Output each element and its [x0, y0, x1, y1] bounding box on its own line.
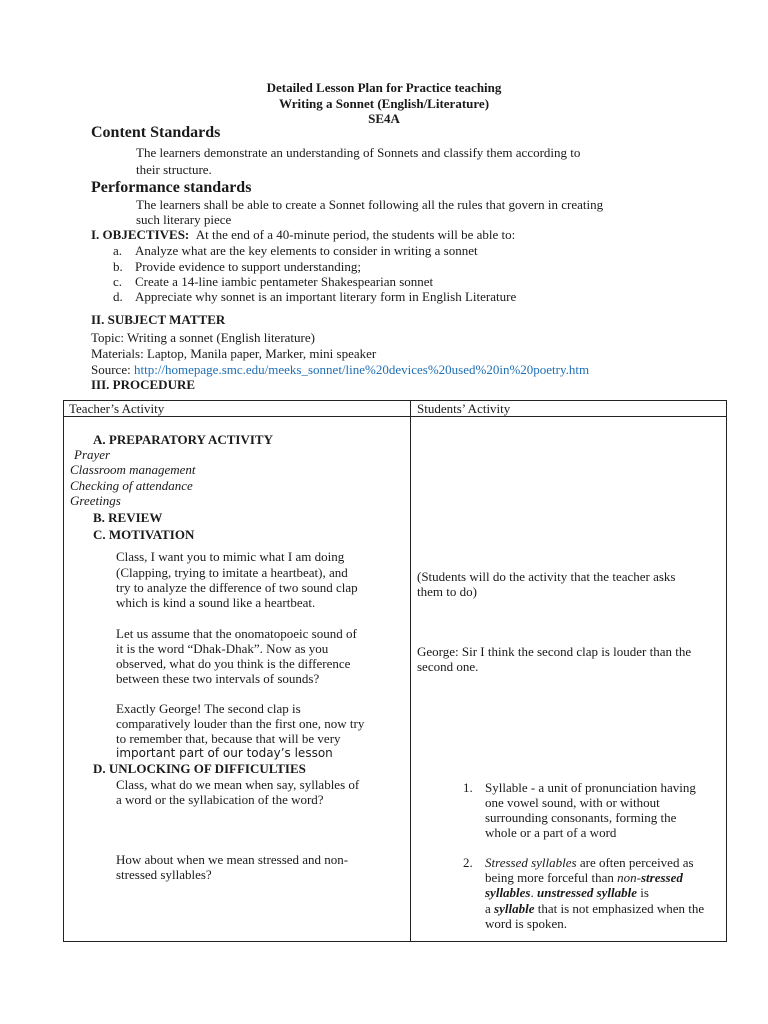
motivation-p3-line: important part of our today’s lesson	[116, 746, 333, 760]
column-divider	[410, 401, 411, 941]
subject-matter-heading: II. SUBJECT MATTER	[91, 312, 226, 327]
definition-1-line: whole or a part of a word	[485, 825, 617, 840]
subject-source	[91, 362, 589, 377]
objective-item: c. Create a 14-line iambic pentameter Shakespearian sonnet	[113, 274, 434, 289]
prep-item: Checking of attendance	[70, 478, 193, 493]
motivation-p1-line: Class, I want you to mimic what I am doing	[116, 549, 345, 564]
definition-2-line: a syllable that is not emphasized when the	[485, 901, 705, 916]
student-response-1: them to do)	[417, 584, 477, 599]
prep-item: Greetings	[70, 493, 121, 508]
unlock-q2-line: How about when we mean stressed and non-	[116, 852, 349, 867]
performance-standards-heading: Performance standards	[91, 179, 252, 196]
objectives-label: I. OBJECTIVES:	[91, 227, 190, 242]
objective-item: b. Provide evidence to support understanding;	[113, 259, 362, 274]
procedure-heading: III. PROCEDURE	[91, 377, 196, 392]
motivation-p2-line: Let us assume that the onomatopoeic sound of	[116, 626, 357, 641]
content-standards-text-1: The learners demonstrate an understanding of Sonnets and classify them according to	[136, 145, 581, 160]
col-header-students: Students’ Activity	[417, 401, 511, 416]
source-link[interactable]: http://homepage.smc.edu/meeks_sonnet/line%20devices%20used%20in%20poetry.htm	[133, 362, 590, 377]
section-d-heading: D. UNLOCKING OF DIFFICULTIES	[93, 761, 306, 776]
motivation-p3-line: to remember that, because that will be very	[116, 731, 341, 746]
unlock-q2-line: stressed syllables?	[116, 867, 212, 882]
motivation-p1-line: (Clapping, trying to imitate a heartbeat), and	[116, 565, 348, 580]
doc-title-line1: Detailed Lesson Plan for Practice teaching	[266, 80, 502, 95]
motivation-p2-line: observed, what do you think is the difference	[116, 656, 351, 671]
content-standards-text-2: their structure.	[136, 162, 212, 177]
motivation-p1-line: try to analyze the difference of two sound clap	[116, 580, 358, 595]
motivation-p1-line: which is kind a sound like a heartbeat.	[116, 595, 316, 610]
motivation-p3-line: comparatively louder than the first one, now try	[116, 716, 365, 731]
student-response-1: (Students will do the activity that the teacher asks	[417, 569, 676, 584]
doc-title-line2: Writing a Sonnet (English/Literature)	[278, 96, 490, 111]
subject-materials: Materials: Laptop, Manila paper, Marker, mini speaker	[91, 346, 377, 361]
section-a-heading: A. PREPARATORY ACTIVITY	[93, 432, 273, 447]
definition-2-marker: 2.	[463, 855, 473, 870]
content-standards-heading: Content Standards	[91, 124, 221, 141]
objectives-line	[91, 227, 515, 242]
subject-topic: Topic: Writing a sonnet (English literature)	[91, 330, 315, 345]
unlock-q1-line: Class, what do we mean when say, syllables of	[116, 777, 360, 792]
motivation-p3-line: Exactly George! The second clap is	[116, 701, 301, 716]
doc-title-line3: SE4A	[368, 111, 400, 126]
objective-item: d. Appreciate why sonnet is an important literary form in English Literature	[113, 289, 517, 304]
prep-item: Classroom management	[70, 462, 196, 477]
definition-1-marker: 1.	[463, 780, 473, 795]
col-header-teacher: Teacher’s Activity	[69, 401, 165, 416]
objectives-intro: At the end of a 40-minute period, the students will be able to:	[195, 227, 516, 242]
performance-standards-text-1: The learners shall be able to create a Sonnet following all the rules that govern in creating	[136, 197, 604, 212]
section-b-heading: B. REVIEW	[93, 510, 163, 525]
motivation-p2-line: between these two intervals of sounds?	[116, 671, 320, 686]
objective-item: a. Analyze what are the key elements to consider in writing a sonnet	[113, 243, 478, 258]
student-response-2: George: Sir I think the second clap is louder than the	[417, 644, 692, 659]
definition-2-line: syllables. unstressed syllable is	[485, 885, 649, 900]
section-c-heading: C. MOTIVATION	[93, 527, 195, 542]
definition-2-line: being more forceful than non-stressed	[485, 870, 683, 885]
definition-2-line: Stressed syllables are often perceived as	[485, 855, 694, 870]
definition-1-line: Syllable - a unit of pronunciation having	[485, 780, 696, 795]
source-label: Source:	[91, 362, 131, 377]
motivation-p2-line: it is the word “Dhak-Dhak”. Now as you	[116, 641, 329, 656]
header-divider	[64, 416, 726, 417]
prep-item: Prayer	[74, 447, 111, 462]
definition-2-line: word is spoken.	[485, 916, 567, 931]
definition-1-line: one vowel sound, with or without	[485, 795, 660, 810]
student-response-2: second one.	[417, 659, 479, 674]
procedure-table	[63, 400, 727, 942]
unlock-q1-line: a word or the syllabication of the word?	[116, 792, 324, 807]
performance-standards-text-2: such literary piece	[136, 212, 232, 227]
definition-1-line: surrounding consonants, forming the	[485, 810, 677, 825]
